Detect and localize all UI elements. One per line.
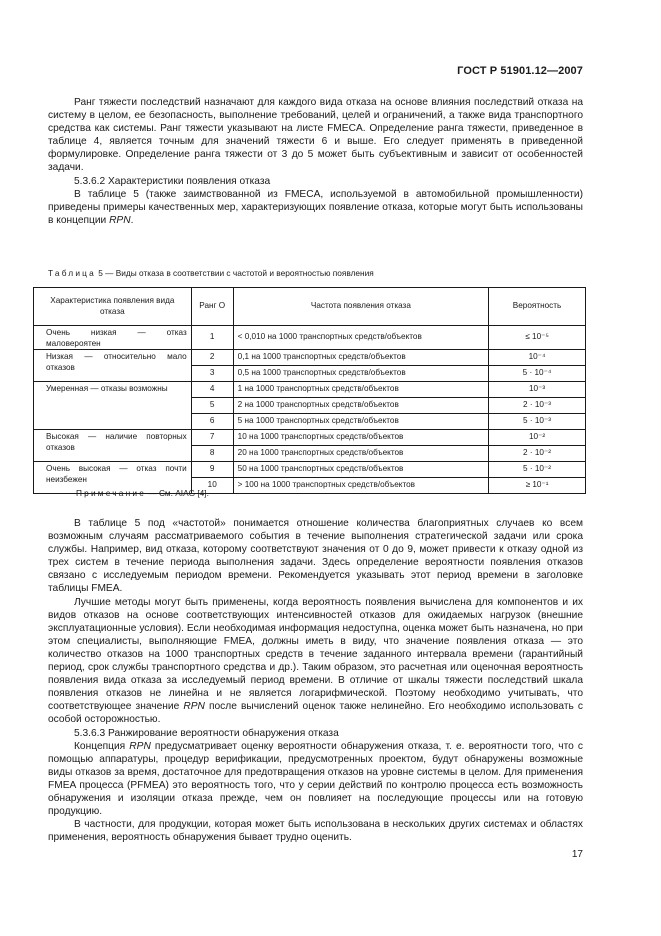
cell-rank: 6 bbox=[191, 414, 233, 430]
table-caption-text: 5 — Виды отказа в соответствии с частотой и вероятностью появления bbox=[95, 268, 374, 278]
cell-frequency: 2 на 1000 транспортных средств/объектов bbox=[233, 398, 488, 414]
header-rank: Ранг О bbox=[191, 288, 233, 326]
note-word: Примечание bbox=[76, 488, 147, 498]
cell-rank: 2 bbox=[191, 350, 233, 366]
table-header-row bbox=[34, 288, 586, 326]
cell-characteristic: Очень высокая — отказ почти неизбежен bbox=[34, 462, 192, 494]
table-caption-word: Таблица bbox=[48, 268, 96, 278]
header-frequency: Частота появления отказа bbox=[233, 288, 488, 326]
cell-rank: 8 bbox=[191, 446, 233, 462]
document-code-header: ГОСТ Р 51901.12—2007 bbox=[457, 65, 583, 77]
paragraph-frequency-definition bbox=[48, 517, 583, 596]
paragraph-text: . bbox=[130, 214, 134, 226]
cell-characteristic: Низкая — относительно мало отказов bbox=[34, 350, 192, 382]
table-row bbox=[34, 430, 586, 446]
table-note bbox=[76, 488, 209, 498]
cell-probability: 2 · 10⁻² bbox=[489, 446, 586, 462]
paragraph-text: предусматривает оценку вероятности обнаружения отказа, т. е. вероятности того, что с помощью аппаратуры, процедур верификации, предусмотренных проектом, будут обнаружены возможные виды отказов за время, достаточное для предотвращения отказов на уровне системы в целом. Для применения FMEA процесса (PFMEA) это вероятность того, что у серии действий по контролю процесса есть возможность обнаружения и изоляции отказа прежде, чем он повлияет на последующие процессы или на готовую продукцию. bbox=[48, 740, 583, 818]
cell-characteristic: Высокая — наличие повторных отказов bbox=[34, 430, 192, 462]
cell-frequency: 50 на 1000 транспортных средств/объектов bbox=[233, 462, 488, 478]
paragraph-text: Лучшие методы могут быть применены, когда вероятность появления вычислена для компонентов и их видов отказов на основе соответствующих интенсивностей отказов для ожидаемых нагрузок (внешние эксплуатационные условия). Если необходимая информация недоступна, оценка может быть назначена, но при этом специалисты, выполняющие FMEA, должны иметь в виду, что значение появления отказа — это количество отказов на 1000 транспортных средств в течение заданного интервала времени (гарантийный период, срок службы транспортного средства и др.). Таким образом, это расчетная или оценочная вероятность появления вида отказа за исследуемый период времени. В отличие от шкалы тяжести последствий шкала появления отказов не линейна и не является логарифмической. Поэтому необходимо учитывать, что соответствующее значение bbox=[48, 596, 583, 713]
paragraph-severity-rank: Ранг тяжести последствий назначают для каждого вида отказа на основе влияния последствий отказа на систему в целом, ее безопасность, выполнение требований, целей и ограничений, а также вида транспортного средства как системы. Ранг тяжести указывают на листе FMECA. Определение ранга тяжести, приведенное в таблице 4, является точным для значений тяжести 6 и выше. Его следует применять в приведенной формулировке. Определение ранга тяжести от 3 до 5 может быть субъективным и зависит от особенностей задачи. bbox=[48, 97, 583, 174]
cell-frequency: 5 на 1000 транспортных средств/объектов bbox=[233, 414, 488, 430]
cell-rank: 5 bbox=[191, 398, 233, 414]
cell-rank: 9 bbox=[191, 462, 233, 478]
cell-probability: 10⁻⁴ bbox=[489, 350, 586, 366]
section-heading-5363: 5.3.6.3 Ранжирование вероятности обнаружения отказа bbox=[74, 727, 339, 739]
cell-probability: ≤ 10⁻⁵ bbox=[489, 326, 586, 350]
cell-characteristic: Очень низкая — отказ маловероятен bbox=[34, 326, 192, 350]
cell-frequency: 0,5 на 1000 транспортных средств/объектов bbox=[233, 366, 488, 382]
rpn-term: RPN bbox=[109, 214, 131, 226]
paragraph-table5-intro bbox=[48, 188, 583, 227]
paragraph-better-methods bbox=[48, 596, 583, 727]
paragraph-text: В таблице 5 (также заимствованной из FMECA, используемой в автомобильной промышленности) приведены примеры качественных мер, характеризующих появление отказа, которые могут быть использованы в концепции bbox=[48, 188, 583, 226]
cell-rank: 4 bbox=[191, 382, 233, 398]
header-probability: Вероятность bbox=[489, 288, 586, 326]
cell-rank: 1 bbox=[191, 326, 233, 350]
cell-probability: 2 · 10⁻³ bbox=[489, 398, 586, 414]
cell-probability: 10⁻² bbox=[489, 430, 586, 446]
paragraph-text: Концепция bbox=[74, 740, 130, 752]
cell-frequency: 1 на 1000 транспортных средств/объектов bbox=[233, 382, 488, 398]
main-text bbox=[48, 517, 583, 844]
cell-frequency: < 0,010 на 1000 транспортных средств/объектов bbox=[233, 326, 488, 350]
cell-probability: 5 · 10⁻⁴ bbox=[489, 366, 586, 382]
cell-probability: ≥ 10⁻¹ bbox=[489, 478, 586, 494]
cell-rank: 10 bbox=[191, 478, 233, 494]
table-caption bbox=[48, 268, 374, 278]
rpn-term: RPN bbox=[129, 740, 151, 752]
table-row bbox=[34, 326, 586, 350]
note-text: — См. AIAG [4]. bbox=[146, 488, 209, 498]
cell-rank: 7 bbox=[191, 430, 233, 446]
table-row bbox=[34, 382, 586, 398]
paragraph-rpn-concept bbox=[48, 740, 583, 819]
section-heading-5362: 5.3.6.2 Характеристики появления отказа bbox=[74, 175, 271, 187]
cell-frequency: 10 на 1000 транспортных средств/объектов bbox=[233, 430, 488, 446]
table-row bbox=[34, 462, 586, 478]
rpn-term: RPN bbox=[183, 701, 205, 713]
cell-frequency: 20 на 1000 транспортных средств/объектов bbox=[233, 446, 488, 462]
cell-rank: 3 bbox=[191, 366, 233, 382]
paragraph-detection-difficulty bbox=[48, 818, 583, 844]
header-characteristic: Характеристика появления вида отказа bbox=[34, 288, 192, 326]
cell-frequency: 0,1 на 1000 транспортных средств/объектов bbox=[233, 350, 488, 366]
intro-section bbox=[48, 96, 583, 227]
cell-probability: 10⁻³ bbox=[489, 382, 586, 398]
paragraph-text: В таблице 5 под «частотой» понимается отношение количества благоприятных случаев ко всем возможным случаям рассматриваемого события в течение выполнения стратегической задачи или срока службы. Например, вид отказа, которому соответствуют значения от 0 до 9, может привести к отказу одной из трех систем в течение периода выполнения задачи. Здесь определение вероятности появления отказов связано с исследуемым периодом времени. Рекомендуется указывать этот период времени в заголовке таблицы FMEA. bbox=[48, 518, 583, 595]
paragraph-text: после вычислений оценок также нелинейно. Его необходимо использовать с особой осторожностью. bbox=[48, 701, 584, 726]
failure-occurrence-table bbox=[33, 287, 586, 494]
page-number: 17 bbox=[571, 849, 583, 860]
cell-probability: 5 · 10⁻² bbox=[489, 462, 586, 478]
cell-characteristic: Умеренная — отказы возможны bbox=[34, 382, 192, 430]
paragraph-text: В частности, для продукции, которая может быть использована в нескольких других системах и областях применения, вероятность обнаружения бывает трудно оценить. bbox=[48, 819, 583, 844]
cell-probability: 5 · 10⁻³ bbox=[489, 414, 586, 430]
table-row bbox=[34, 350, 586, 366]
cell-frequency: > 100 на 1000 транспортных средств/объектов bbox=[233, 478, 488, 494]
